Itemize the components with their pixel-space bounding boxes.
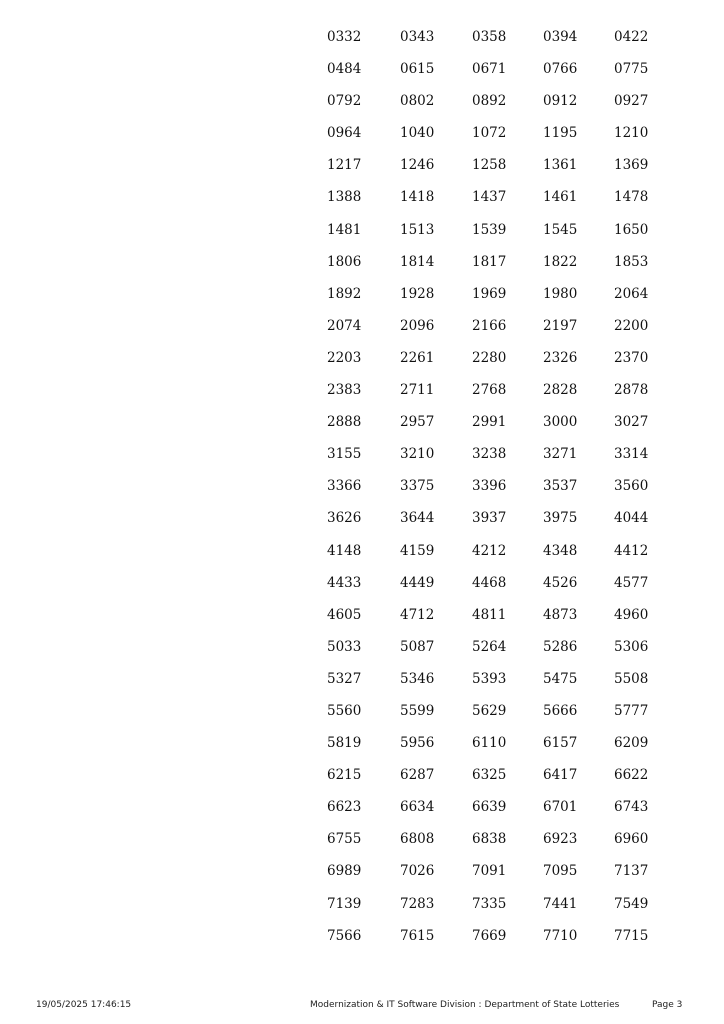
number-cell: 2711	[400, 382, 435, 399]
number-cell: 7441	[543, 895, 578, 912]
number-cell: 1481	[327, 221, 362, 238]
number-cell: 5306	[614, 638, 649, 655]
number-cell: 0671	[472, 61, 507, 78]
number-cell: 5819	[327, 735, 362, 752]
number-cell: 7549	[614, 895, 649, 912]
number-cell: 5264	[472, 638, 507, 655]
number-cell: 6623	[327, 799, 362, 816]
number-cell: 2326	[543, 349, 578, 366]
number-cell: 0792	[327, 93, 362, 110]
number-cell: 3626	[327, 510, 362, 527]
number-cell: 5475	[543, 670, 578, 687]
number-cell: 2888	[327, 414, 362, 431]
number-cell: 7566	[327, 927, 362, 944]
number-cell: 4212	[472, 542, 507, 559]
number-cell: 7715	[614, 927, 649, 944]
number-cell: 0422	[614, 29, 649, 45]
number-cell: 0802	[400, 93, 435, 110]
number-cell: 1437	[472, 189, 507, 206]
winning-numbers-grid	[313, 21, 673, 952]
number-cell: 6287	[400, 767, 435, 784]
footer-page-number: Page 3	[652, 1000, 683, 1010]
number-cell: 1246	[400, 157, 435, 174]
number-cell: 5560	[327, 702, 362, 719]
number-cell: 0766	[543, 61, 578, 78]
number-cell: 1040	[400, 125, 435, 142]
number-cell: 2957	[400, 414, 435, 431]
number-cell: 3396	[472, 478, 507, 495]
number-cell: 7669	[472, 927, 507, 944]
number-cell: 2828	[543, 382, 578, 399]
footer-timestamp: 19/05/2025 17:46:15	[36, 1000, 132, 1010]
number-cell: 0484	[327, 61, 362, 78]
number-cell: 5629	[472, 702, 507, 719]
number-cell: 6989	[327, 863, 362, 880]
number-cell: 2197	[543, 317, 578, 334]
number-cell: 4412	[614, 542, 649, 559]
number-cell: 4348	[543, 542, 578, 559]
number-cell: 4577	[614, 574, 649, 591]
number-cell: 3000	[543, 414, 578, 431]
number-cell: 5327	[327, 670, 362, 687]
number-cell: 5346	[400, 670, 435, 687]
number-cell: 2203	[327, 349, 362, 366]
number-cell: 0394	[543, 29, 578, 45]
number-cell: 1210	[614, 125, 649, 142]
number-cell: 7137	[614, 863, 649, 880]
number-cell: 1853	[614, 253, 649, 270]
number-cell: 5033	[327, 638, 362, 655]
number-cell: 0964	[327, 125, 362, 142]
number-cell: 5777	[614, 702, 649, 719]
number-cell: 3560	[614, 478, 649, 495]
number-cell: 1814	[400, 253, 435, 270]
number-cell: 1650	[614, 221, 649, 238]
number-cell: 4873	[543, 606, 578, 623]
number-cell: 6622	[614, 767, 649, 784]
number-cell: 5286	[543, 638, 578, 655]
number-cell: 3375	[400, 478, 435, 495]
number-cell: 5393	[472, 670, 507, 687]
number-cell: 4811	[472, 606, 507, 623]
number-cell: 6701	[543, 799, 578, 816]
number-cell: 3975	[543, 510, 578, 527]
number-cell: 4526	[543, 574, 578, 591]
number-cell: 4960	[614, 606, 649, 623]
number-cell: 4468	[472, 574, 507, 591]
number-cell: 2878	[614, 382, 649, 399]
number-cell: 1817	[472, 253, 507, 270]
number-cell: 6743	[614, 799, 649, 816]
number-cell: 3937	[472, 510, 507, 527]
number-cell: 1928	[400, 285, 435, 302]
number-cell: 6110	[472, 735, 507, 752]
number-cell: 2064	[614, 285, 649, 302]
number-cell: 0343	[400, 29, 435, 45]
number-cell: 4148	[327, 542, 362, 559]
number-cell: 7091	[472, 863, 507, 880]
number-cell: 6755	[327, 831, 362, 848]
number-cell: 7095	[543, 863, 578, 880]
number-cell: 1539	[472, 221, 507, 238]
number-cell: 1980	[543, 285, 578, 302]
number-cell: 4433	[327, 574, 362, 591]
number-cell: 3644	[400, 510, 435, 527]
number-cell: 4449	[400, 574, 435, 591]
number-cell: 4712	[400, 606, 435, 623]
number-cell: 1072	[472, 125, 507, 142]
number-cell: 3027	[614, 414, 649, 431]
number-cell: 1361	[543, 157, 578, 174]
number-cell: 5599	[400, 702, 435, 719]
number-cell: 7026	[400, 863, 435, 880]
number-cell: 0775	[614, 61, 649, 78]
number-cell: 1478	[614, 189, 649, 206]
number-cell: 7139	[327, 895, 362, 912]
number-cell: 7335	[472, 895, 507, 912]
footer-division: Modernization & IT Software Division : Department of State Lotteries	[310, 1000, 620, 1010]
number-cell: 1892	[327, 285, 362, 302]
number-cell: 7710	[543, 927, 578, 944]
number-cell: 2096	[400, 317, 435, 334]
number-cell: 2768	[472, 382, 507, 399]
number-cell: 3366	[327, 478, 362, 495]
number-cell: 5508	[614, 670, 649, 687]
number-cell: 1806	[327, 253, 362, 270]
number-cell: 2280	[472, 349, 507, 366]
number-cell: 2370	[614, 349, 649, 366]
number-cell: 1545	[543, 221, 578, 238]
number-cell: 6215	[327, 767, 362, 784]
number-cell: 2991	[472, 414, 507, 431]
number-cell: 7283	[400, 895, 435, 912]
number-cell: 1369	[614, 157, 649, 174]
number-cell: 3537	[543, 478, 578, 495]
number-cell: 5956	[400, 735, 435, 752]
number-cell: 6639	[472, 799, 507, 816]
number-cell: 6634	[400, 799, 435, 816]
number-cell: 1418	[400, 189, 435, 206]
number-cell: 0358	[472, 29, 507, 45]
number-cell: 6960	[614, 831, 649, 848]
number-cell: 4159	[400, 542, 435, 559]
number-cell: 3314	[614, 446, 649, 463]
page-footer	[0, 1000, 724, 1014]
number-cell: 1195	[543, 125, 578, 142]
number-cell: 1388	[327, 189, 362, 206]
number-cell: 2074	[327, 317, 362, 334]
number-cell: 7615	[400, 927, 435, 944]
number-cell: 0892	[472, 93, 507, 110]
number-cell: 1822	[543, 253, 578, 270]
number-cell: 6923	[543, 831, 578, 848]
number-cell: 0332	[327, 29, 362, 45]
number-cell: 6325	[472, 767, 507, 784]
number-cell: 3271	[543, 446, 578, 463]
number-cell: 1258	[472, 157, 507, 174]
number-cell: 0615	[400, 61, 435, 78]
number-cell: 1969	[472, 285, 507, 302]
number-cell: 1513	[400, 221, 435, 238]
number-cell: 0912	[543, 93, 578, 110]
number-cell: 3238	[472, 446, 507, 463]
number-cell: 1461	[543, 189, 578, 206]
number-cell: 5666	[543, 702, 578, 719]
number-cell: 6808	[400, 831, 435, 848]
number-cell: 6838	[472, 831, 507, 848]
number-cell: 4605	[327, 606, 362, 623]
number-cell: 2200	[614, 317, 649, 334]
number-cell: 2261	[400, 349, 435, 366]
number-cell: 0927	[614, 93, 649, 110]
number-cell: 3155	[327, 446, 362, 463]
number-cell: 1217	[327, 157, 362, 174]
number-cell: 6209	[614, 735, 649, 752]
number-cell: 2383	[327, 382, 362, 399]
number-cell: 2166	[472, 317, 507, 334]
number-cell: 4044	[614, 510, 649, 527]
number-cell: 6157	[543, 735, 578, 752]
number-cell: 3210	[400, 446, 435, 463]
number-cell: 5087	[400, 638, 435, 655]
number-cell: 6417	[543, 767, 578, 784]
